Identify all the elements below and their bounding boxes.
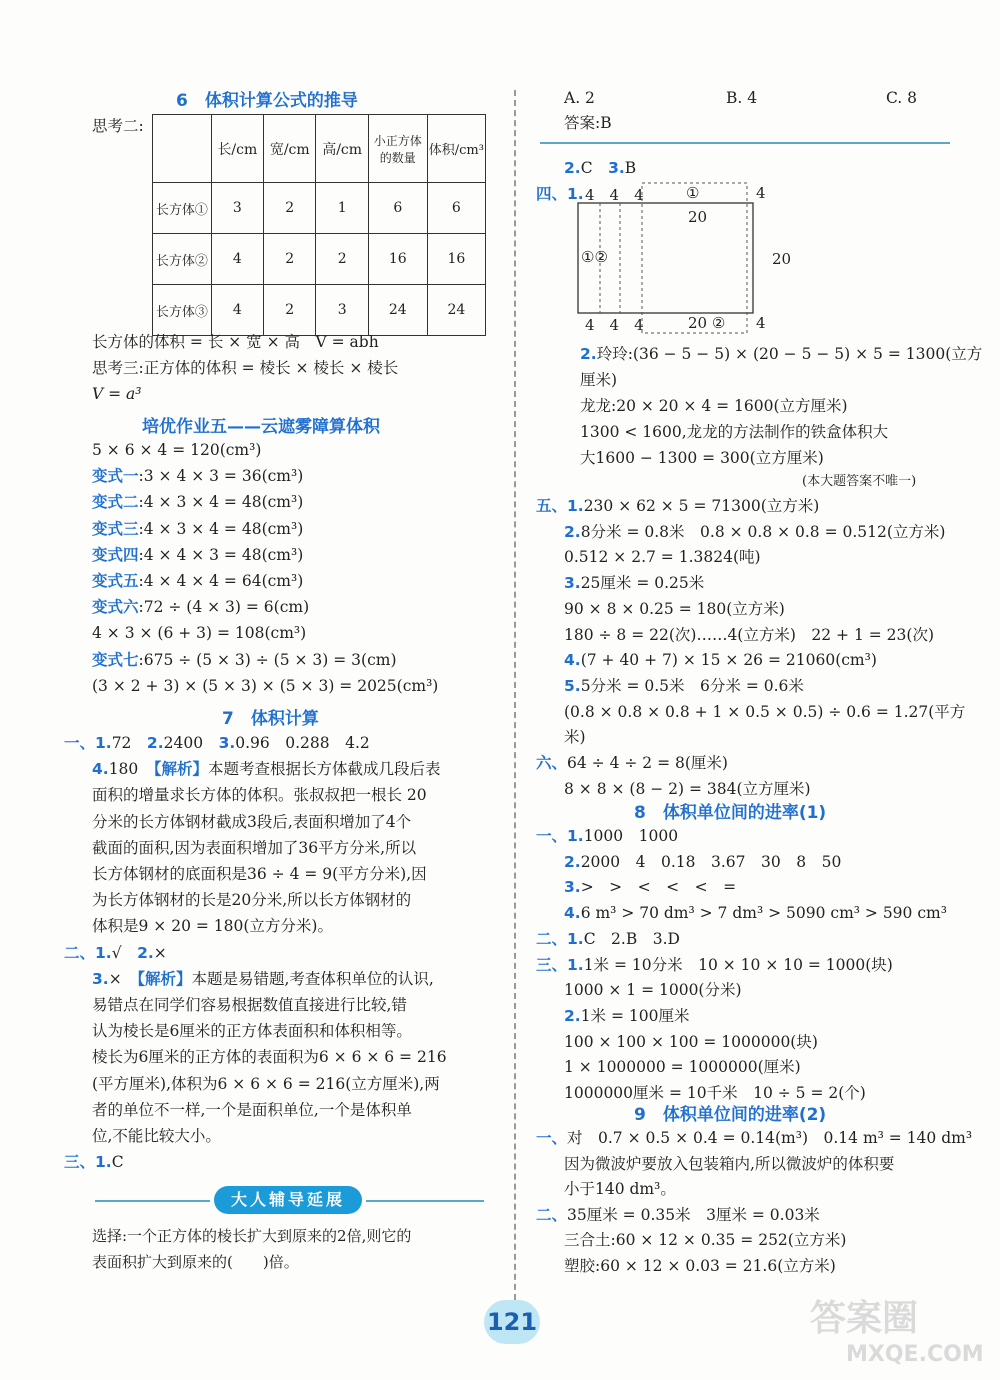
watermark-site: MXQE.COM [846, 1342, 984, 1367]
page-number: 121 [484, 1300, 540, 1344]
answer-line: 认为棱长是6厘米的正方体表面积和体积相等。 [92, 1022, 412, 1041]
answer-line: 位,不能比较大小。 [92, 1127, 221, 1145]
section-7-title: 7 体积计算 [222, 709, 319, 729]
banner-line-right [366, 1200, 484, 1202]
answer-line: 变式一:3 × 4 × 3 = 36(cm³) [92, 467, 304, 486]
answer-line: 3.25厘米 = 0.25米 [564, 574, 705, 593]
answer-line: 易错点在同学们容易根据数值直接进行比较,错 [92, 996, 407, 1014]
diagram-dashed-rect [642, 183, 747, 333]
answer-line: 塑胶:60 × 12 × 0.03 = 21.6(立方米) [564, 1256, 836, 1275]
answer-line: 2.2000 4 0.18 3.67 30 8 50 [564, 852, 842, 871]
answer-line: 为长方体钢材的长是20分米,所以长方体钢材的 [92, 891, 412, 910]
answer-line: 变式四:4 × 4 × 3 = 48(cm³) [92, 545, 304, 564]
think2-label: 思考二: [92, 117, 144, 135]
answer-line: 变式五:4 × 4 × 4 = 64(cm³) [92, 572, 304, 590]
answer-line: (0.8 × 0.8 × 0.8 + 1 × 0.5 × 0.5) ÷ 0.6 = 1.27(平方 [564, 702, 966, 721]
answer-line: 1000000厘米 = 10千米 10 ÷ 5 = 2(个) [564, 1084, 866, 1102]
diagram-top-nums: 4 4 4 [585, 186, 644, 204]
table-header: 长/cm [211, 115, 263, 183]
table-row: 长方体③ 4 2 3 24 24 [153, 285, 486, 336]
diagram-twenty-top: 20 [688, 208, 708, 226]
answer-line: 5 × 6 × 4 = 120(cm³) [92, 441, 262, 459]
answer-line: 5.5分米 = 0.5米 6分米 = 0.6米 [564, 676, 804, 695]
answer-note: (本大题答案不唯一) [802, 474, 917, 489]
answer-line: 0.512 × 2.7 = 1.3824(吨) [564, 548, 761, 567]
answer-line: 变式七:675 ÷ (5 × 3) ÷ (5 × 3) = 3(cm) [92, 650, 397, 669]
answer-line: 2.8分米 = 0.8米 0.8 × 0.8 × 0.8 = 0.512(立方米) [564, 522, 946, 541]
banner-line-left [95, 1200, 210, 1202]
answer-line: 4.180 【解析】本题考查根据长方体截成几段后表 [92, 760, 441, 779]
option-b: B. 4 [726, 89, 758, 107]
column-divider [514, 90, 516, 1310]
answer-line: 六、64 ÷ 4 ÷ 2 = 8(厘米) [536, 754, 728, 772]
answer-line: 龙龙:20 × 20 × 4 = 1600(立方厘米) [580, 397, 848, 415]
answer-line: 1 × 1000000 = 1000000(厘米) [564, 1058, 801, 1077]
answer-line: 三合土:60 × 12 × 0.35 = 252(立方米) [564, 1231, 847, 1249]
table-header: 宽/cm [264, 115, 316, 183]
section-8-title: 8 体积单位间的进率(1) [634, 803, 827, 823]
answer-line: 变式六:72 ÷ (4 × 3) = 6(cm) [92, 598, 310, 617]
answer-line: 90 × 8 × 0.25 = 180(立方米) [564, 599, 785, 618]
table-header: 高/cm [316, 115, 368, 183]
answer-line: 者的单位不一样,一个是面积单位,一个是体积单 [92, 1100, 412, 1119]
answer-line: 截面的面积,因为表面积增加了36平方分米,所以 [92, 838, 417, 857]
answer-line: 1300 < 1600,龙龙的方法制作的铁盒体积大 [580, 423, 889, 441]
answer-line: 二、1.C 2.B 3.D [536, 929, 680, 948]
answer-line: 棱长为6厘米的正方体的表面积为6 × 6 × 6 = 216 [92, 1048, 447, 1067]
extension-question-line-2: 表面积扩大到原来的( )倍。 [92, 1253, 299, 1271]
answer-line: 4 × 3 × (6 + 3) = 108(cm³) [92, 624, 307, 643]
answer-line: 一、1.72 2.2400 3.0.96 0.288 4.2 [64, 734, 370, 752]
answer: 答案:B [564, 114, 612, 132]
answer-line: 1000 × 1 = 1000(分米) [564, 981, 742, 1000]
section-6-title: 6 体积计算公式的推导 [176, 91, 358, 111]
answer-line: 二、35厘米 = 0.35米 3厘米 = 0.03米 [536, 1205, 820, 1224]
cuboid-table [152, 114, 486, 336]
answer-line: 小于140 dm³。 [564, 1180, 676, 1198]
answer-line: 3.× 【解析】本题是易错题,考查体积单位的认识, [92, 969, 434, 988]
answer-line: 二、1.√ 2.× [64, 943, 167, 962]
answer-line: 体积是9 × 20 = 180(立方分米)。 [92, 917, 333, 936]
table-corner [153, 115, 212, 183]
answer-line: 2.1米 = 100厘米 [564, 1006, 690, 1025]
answer-line: (3 × 2 + 3) × (5 × 3) × (5 × 3) = 2025(cm³) [92, 676, 439, 695]
answer-line: 厘米) [580, 371, 618, 389]
diagram-bottom-mid: 20 ② [688, 314, 726, 332]
answer-line: 变式二:4 × 3 × 4 = 48(cm³) [92, 493, 304, 512]
answer-line: 三、1.1米 = 10分米 10 × 10 × 10 = 1000(块) [536, 955, 893, 974]
answer-line: 4.(7 + 40 + 7) × 15 × 26 = 21060(cm³) [564, 651, 877, 670]
answer-line: 分米的长方体钢材截成3段后,表面积增加了4个 [92, 812, 412, 831]
answer-line: 100 × 100 × 100 = 1000000(块) [564, 1032, 818, 1051]
answer-line: 2.玲玲:(36 − 5 − 5) × (20 − 5 − 5) × 5 = 1300(立方 [580, 345, 983, 363]
answer-line: 180 ÷ 8 = 22(次)……4(立方米) 22 + 1 = 23(次) [564, 625, 934, 644]
diagram-top-right: 4 [756, 184, 766, 202]
answer-line: 面积的增量求长方体的体积。张叔叔把一根长 20 [92, 786, 427, 805]
answer-divider [540, 142, 950, 144]
extension-question-line-1: 选择:一个正方体的棱长扩大到原来的2倍,则它的 [92, 1227, 412, 1245]
answer-line: (平方厘米),体积为6 × 6 × 6 = 216(立方厘米),两 [92, 1074, 440, 1093]
answer-line: 8 × 8 × (8 − 2) = 384(立方厘米) [564, 779, 811, 798]
formula-cube: V = a³ [92, 385, 142, 403]
diagram-bottom-nums: 4 4 4 [585, 316, 644, 334]
think3: 思考三:正方体的体积 = 棱长 × 棱长 × 棱长 [92, 359, 399, 377]
option-a: A. 2 [564, 89, 595, 107]
answer-line: 4.6 m³ > 70 dm³ > 7 dm³ > 5090 cm³ > 590 cm³ [564, 904, 947, 923]
formula-cuboid: 长方体的体积 = 长 × 宽 × 高 V = abh [92, 333, 379, 351]
answer-line: 长方体钢材的底面积是36 ÷ 4 = 9(平方分米),因 [92, 865, 427, 883]
answer-line: 一、1.1000 1000 [536, 827, 679, 845]
answer-line: 大1600 − 1300 = 300(立方厘米) [580, 449, 824, 467]
diagram-circle-1: ① [686, 184, 700, 202]
homework-title: 培优作业五——云遮雾障算体积 [142, 417, 380, 437]
table-header: 体积/cm³ [427, 115, 485, 183]
answer-line: 米) [564, 728, 586, 747]
banner-adult-guidance: 大人辅导延展 [214, 1186, 362, 1214]
answers-2-3: 2.C 3.B [564, 159, 637, 177]
answer-line: 3.> > < < < = [564, 878, 737, 897]
answer-line: 五、1.230 × 62 × 5 = 71300(立方米) [536, 497, 820, 515]
table-header: 小正方体的数量 [368, 115, 427, 183]
option-c: C. 8 [886, 89, 918, 107]
table-row: 长方体② 4 2 2 16 16 [153, 234, 486, 285]
diagram-side-circles: ①② [581, 248, 608, 266]
answer-line: 一、对 0.7 × 0.5 × 0.4 = 0.14(m³) 0.14 m³ = 140 dm³ [536, 1129, 973, 1147]
q4-label: 四、1. [536, 185, 584, 203]
diagram-right-twenty: 20 [772, 250, 792, 268]
watermark-brand: 答案圈 [810, 1298, 919, 1339]
answer-line: 因为微波炉要放入包装箱内,所以微波炉的体积要 [564, 1154, 895, 1173]
diagram-bottom-right: 4 [756, 314, 766, 332]
answer-line: 三、1.C [64, 1153, 124, 1172]
table-row: 长方体① 3 2 1 6 6 [153, 183, 486, 234]
section-9-title: 9 体积单位间的进率(2) [634, 1105, 827, 1125]
answer-line: 变式三:4 × 3 × 4 = 48(cm³) [92, 519, 304, 538]
